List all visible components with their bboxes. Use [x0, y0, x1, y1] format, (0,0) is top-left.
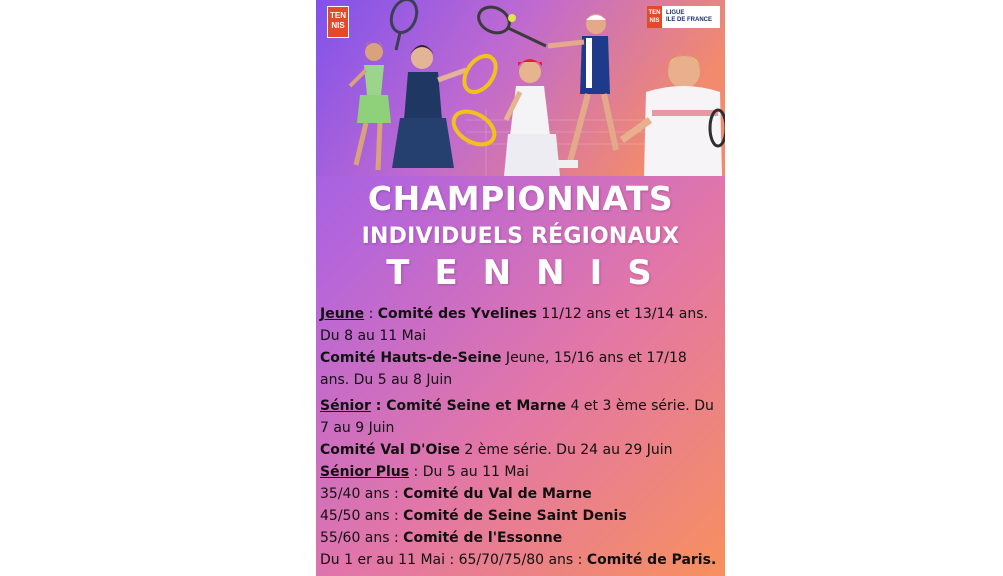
poster-titles: [316, 176, 725, 294]
ligue-logo-line1: LIGUE: [666, 10, 685, 16]
jeune-line-1: [320, 303, 723, 325]
senior-plus-row: [320, 527, 723, 549]
senior-plus-row: [320, 549, 723, 571]
senior-comite-1-text: 4 et 3 ème série. Du: [566, 398, 714, 414]
tennis-logo-left: [327, 6, 349, 38]
senior-plus-row-age: Du 1 er au 11 Mai : 65/70/75/80 ans :: [320, 552, 587, 568]
jeune-comite-1: Comité des Yvelines: [377, 306, 537, 322]
senior-plus-line: [320, 461, 723, 483]
senior-plus-row: [320, 483, 723, 505]
ligue-logo: [647, 6, 720, 28]
title-championnats: CHAMPIONNATS: [367, 179, 674, 218]
jeune-line-4: ans. Du 5 au 8 Juin: [320, 372, 453, 388]
senior-plus-text: : Du 5 au 11 Mai: [409, 464, 529, 480]
jeune-comite-1-text: 11/12 ans et 13/14 ans.: [536, 306, 708, 322]
jeune-comite-2: Comité Hauts-de-Seine: [320, 350, 502, 366]
tennis-logo-right-line2: NIS: [649, 18, 660, 24]
players-photo: [316, 0, 725, 176]
tennis-logo-left-line1: TEN: [330, 11, 346, 20]
jeune-label: Jeune: [320, 306, 365, 322]
jeune-comite-2-text: Jeune, 15/16 ans et 17/18: [501, 350, 687, 366]
tennis-logo-left-line2: NIS: [331, 21, 345, 30]
senior-label: Sénior: [320, 398, 371, 414]
senior-plus-row: [320, 505, 723, 527]
senior-plus-row-comite: Comité de Seine Saint Denis: [403, 508, 627, 524]
senior-plus-label: Sénior Plus: [320, 464, 410, 480]
senior-plus-row-comite: Comité de Paris.: [586, 552, 717, 568]
senior-comite-2-text: 2 ème série. Du 24 au 29 Juin: [459, 442, 673, 458]
senior-plus-row-comite: Comité du Val de Marne: [403, 486, 592, 502]
jeune-line-3: [320, 347, 723, 369]
jeune-sep: :: [364, 306, 378, 322]
title-tennis: TENNIS: [386, 253, 677, 293]
ligue-logo-line2: ILE DE FRANCE: [666, 17, 713, 23]
senior-line-1: [320, 395, 723, 417]
senior-line-2: 7 au 9 Juin: [320, 420, 395, 436]
senior-plus-row-age: 45/50 ans :: [320, 508, 404, 524]
ligue-logo-text: [662, 6, 720, 28]
senior-plus-row-age: 55/60 ans :: [320, 530, 404, 546]
senior-plus-row-age: 35/40 ans :: [320, 486, 404, 502]
senior-comite-1: Comité Seine et Marne: [386, 398, 567, 414]
tennis-logo-right: [647, 6, 662, 28]
senior-sep: :: [370, 398, 387, 414]
title-individuels-regionaux: INDIVIDUELS RÉGIONAUX: [361, 224, 680, 249]
senior-line-3: [320, 439, 723, 461]
jeune-line-2: Du 8 au 11 Mai: [320, 328, 427, 344]
senior-plus-row-comite: Comité de l'Essonne: [403, 530, 563, 546]
championship-details: [320, 303, 723, 571]
senior-comite-2: Comité Val D'Oise: [320, 442, 460, 458]
tennis-logo-right-line1: TEN: [648, 10, 661, 16]
poster: [316, 0, 725, 576]
